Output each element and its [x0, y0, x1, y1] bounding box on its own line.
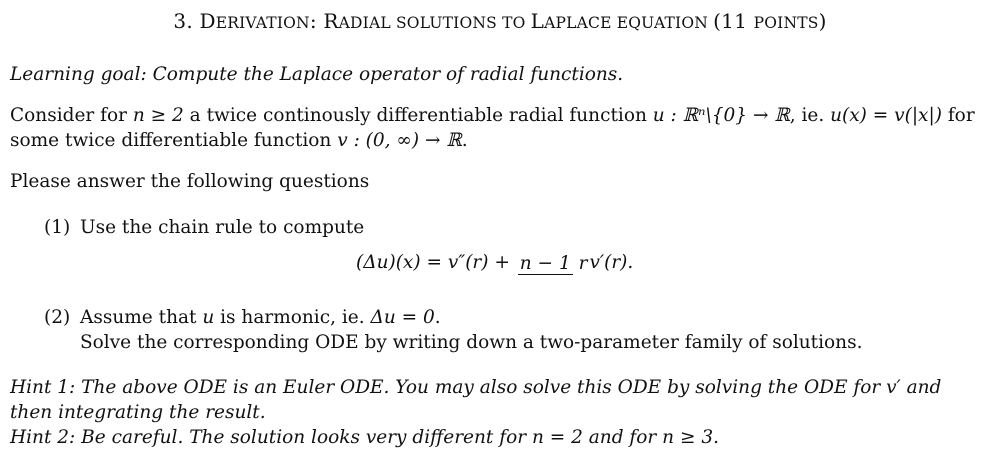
section-title [0, 9, 1000, 33]
intro-text: . [461, 130, 468, 151]
title-part-rest: ADIAL SOLUTIONS TO [338, 14, 531, 32]
section-title-text [199, 9, 826, 33]
title-part-cap: R [316, 9, 339, 33]
math-inline: u(x) = v(|x|) [830, 105, 942, 126]
intro-text: for [941, 105, 975, 126]
question-text: . [434, 307, 441, 328]
hint-1-line-1: Hint 1: The above ODE is an Euler ODE. You may also solve this ODE by solving the ODE for v′ and [10, 377, 942, 398]
title-part-cap: D [199, 9, 216, 33]
learning-goal: Learning goal: Compute the Laplace operator of radial functions. [10, 64, 624, 85]
equation-left: (Δu)(x) = v″(r) + [356, 252, 510, 273]
intro-line-2 [10, 130, 468, 151]
question-1 [44, 217, 364, 238]
equation-right: v′(r). [589, 252, 634, 273]
intro-text: Consider for [10, 105, 133, 126]
math-inline: u [202, 307, 215, 328]
title-part-cap: ) [818, 9, 827, 33]
fraction [518, 253, 588, 274]
intro-text: , ie. [789, 105, 831, 126]
section-number: 3. [173, 9, 193, 33]
title-part-rest: POINTS [753, 14, 819, 32]
math-inline: v : (0, ∞) → ℝ [337, 130, 462, 151]
title-part-cap: L [530, 9, 545, 33]
math-inline: Δu = 0 [370, 307, 435, 328]
hint-1-line-2: then integrating the result. [10, 402, 266, 423]
questions-prompt: Please answer the following questions [10, 171, 370, 192]
question-number: (2) [44, 307, 71, 328]
question-text: is harmonic, ie. [214, 307, 371, 328]
fraction-denominator: r [578, 252, 588, 274]
title-part-cap: (11 [713, 9, 754, 33]
intro-line-1 [10, 105, 975, 126]
intro-text: a twice continously differentiable radial function [183, 105, 653, 126]
title-part-rest: ERIVATION [215, 14, 310, 32]
title-part-cap: : [309, 9, 317, 33]
laplacian-equation [356, 252, 633, 274]
question-2-line-2: Solve the corresponding ODE by writing down a two-parameter family of solutions. [80, 332, 863, 353]
fraction-numerator: n − 1 [519, 252, 571, 274]
question-2 [44, 307, 441, 328]
question-text: Assume that [80, 307, 203, 328]
hint-2: Hint 2: Be careful. The solution looks very different for n = 2 and for n ≥ 3. [10, 427, 719, 448]
intro-text: some twice differentiable function [10, 130, 338, 151]
math-inline: u : ℝⁿ\{0} → ℝ [652, 105, 790, 126]
math-inline: n ≥ 2 [132, 105, 184, 126]
question-number: (1) [44, 217, 71, 238]
question-text: Use the chain rule to compute [80, 217, 365, 238]
title-part-rest: APLACE EQUATION [544, 14, 714, 32]
